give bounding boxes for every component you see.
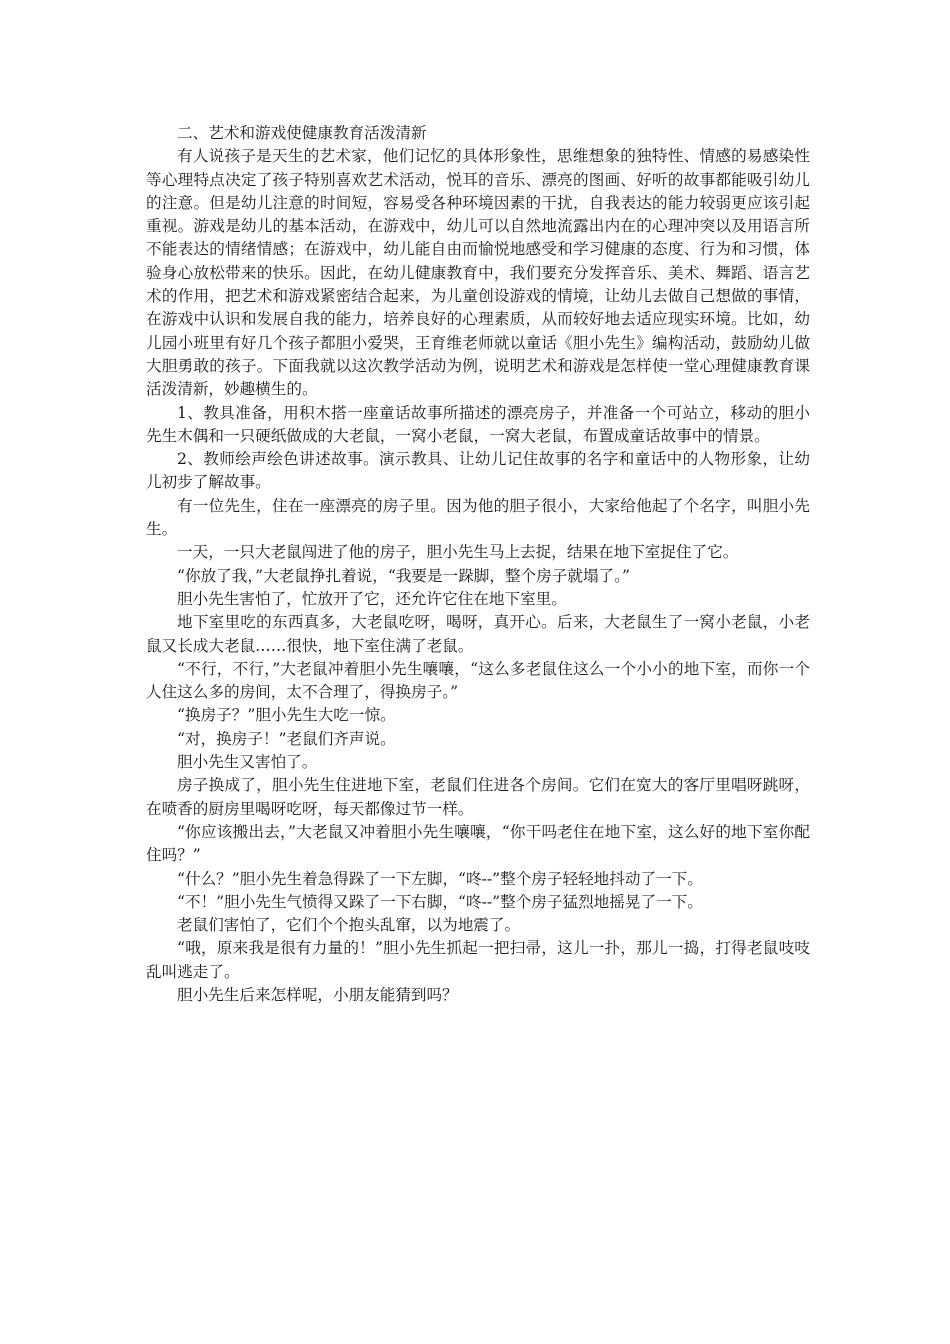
paragraph: 有人说孩子是天生的艺术家，他们记忆的具体形象性，思维想象的独特性、情感的易感染性等心理特点决定了孩子特别喜欢艺术活动，悦耳的音乐、漂亮的图画、好听的故事都能吸引幼儿的注意。但是幼儿注意的时间短，容易受各种环境因素的干扰，自我表达的能力较弱更应该引起重视。游戏是幼儿的基本活动，在游戏中，幼儿可以自然地流露出内在的心理冲突以及用语言所不能表达的情绪情感；在游戏中，幼儿能自由而愉悦地感受和学习健康的态度、行为和习惯，体验身心放松带来的快乐。因此，在幼儿健康教育中，我们要充分发挥音乐、美术、舞蹈、语言艺术的作用，把艺术和游戏紧密结合起来，为儿童创设游戏的情境，让幼儿去做自己想做的事情，在游戏中认识和发展自我的能力，培养良好的心理素质，从而较好地去适应现实环境。比如，幼儿园小班里有好几个孩子都胆小爱哭，王育维老师就以童话《胆小先生》编构活动，鼓励幼儿做大胆勇敢的孩子。下面我就以这次教学活动为例，说明艺术和游戏是怎样使一堂心理健康教育课活泼清新，妙趣横生的。 — [146, 147, 810, 399]
paragraph: 老鼠们害怕了，它们个个抱头乱窜，以为地震了。 — [177, 916, 521, 935]
paragraph: “什么？”胆小先生着急得跺了一下左脚，“咚--”整个房子轻轻地抖动了一下。 — [177, 869, 703, 888]
paragraph: 有一位先生，住在一座漂亮的房子里。因为他的胆子很小，大家给他起了个名字，叫胆小先生。 — [146, 496, 810, 539]
section-heading: 二、艺术和游戏使健康教育活泼清新 — [177, 124, 427, 142]
paragraph: 地下室里吃的东西真多，大老鼠吃呀，喝呀，真开心。后来，大老鼠生了一窝小老鼠，小老鼠又长成大老鼠……很快，地下室住满了老鼠。 — [146, 613, 810, 655]
paragraph: “对，换房子！”老鼠们齐声说。 — [177, 729, 396, 748]
paragraph: 2、教师绘声绘色讲述故事。演示教具、让幼儿记住故事的名字和童话中的人物形象，让幼儿初步了解故事。 — [146, 450, 810, 492]
paragraph: 胆小先生后来怎样呢，小朋友能猜到吗？ — [177, 985, 458, 1004]
paragraph: “哦，原来我是很有力量的！”胆小先生抓起一把扫帚，这儿一扑，那儿一捣，打得老鼠吱吱乱叫逃走了。 — [146, 939, 810, 981]
paragraph: “你应该搬出去，”大老鼠又冲着胆小先生嚷嚷，“你干吗老住在地下室，这么好的地下室你配住吗？” — [146, 822, 810, 865]
paragraph: 1、教具准备，用积木搭一座童话故事所描述的漂亮房子，并准备一个可站立，移动的胆小先生木偶和一只硬纸做成的大老鼠，一窝小老鼠，一窝大老鼠，布置成童话故事中的情景。 — [146, 403, 810, 445]
paragraph: “换房子？”胆小先生大吃一惊。 — [177, 706, 396, 725]
paragraph: 一天，一只大老鼠闯进了他的房子，胆小先生马上去捉，结果在地下室捉住了它。 — [177, 543, 739, 562]
paragraph: “你放了我，”大老鼠挣扎着说，“我要是一跺脚，整个房子就塌了。” — [177, 566, 630, 585]
paragraph: 胆小先生害怕了，忙放开了它，还允许它住在地下室里。 — [177, 589, 567, 608]
paragraph: 胆小先生又害怕了。 — [177, 753, 318, 772]
paragraph: “不！”胆小先生气愤得又跺了一下右脚，“咚--”整个房子猛烈地摇晃了一下。 — [177, 892, 703, 911]
paragraph: 房子换成了，胆小先生住进地下室，老鼠们住进各个房间。它们在宽大的客厅里唱呀跳呀，在喷香的厨房里喝呀吃呀，每天都像过节一样。 — [146, 776, 810, 818]
paragraph: “不行，不行，”大老鼠冲着胆小先生嚷嚷，“这么多老鼠住这么一个小小的地下室，而你一个人住这么多的房间，太不合理了，得换房子。” — [146, 659, 810, 702]
document-body — [146, 122, 810, 1007]
